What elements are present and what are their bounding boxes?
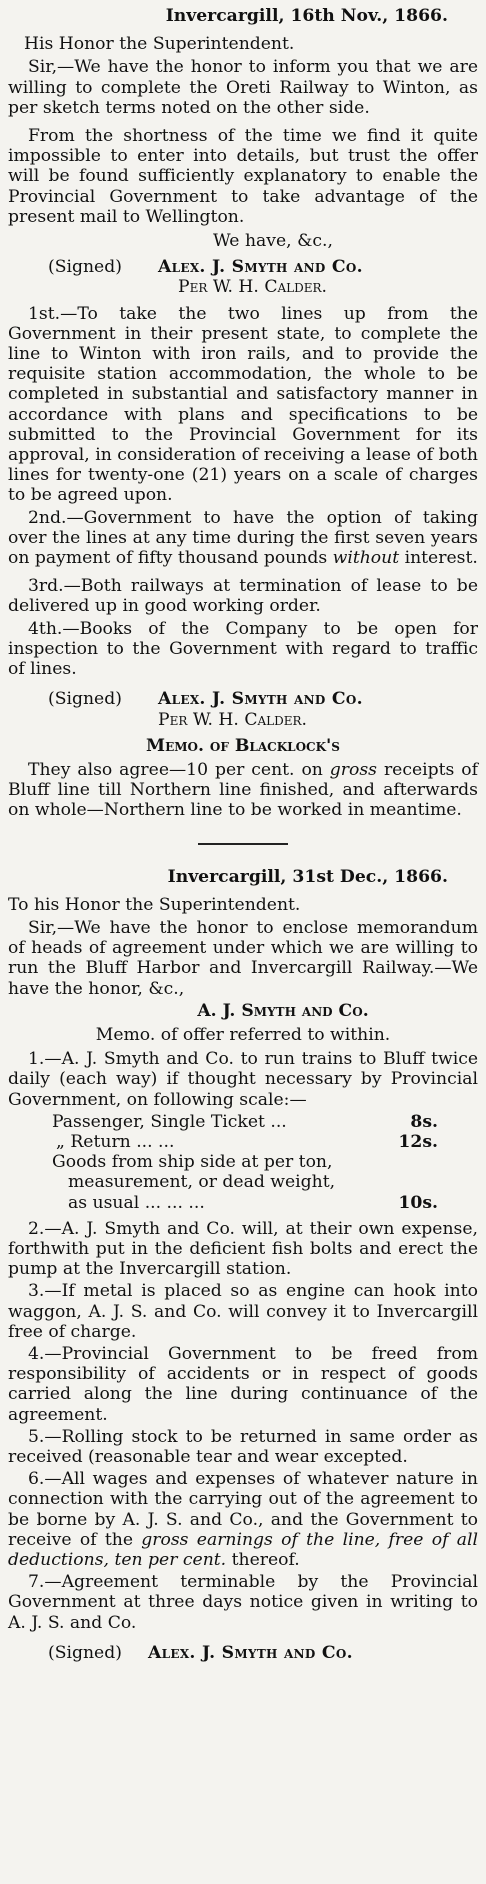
per-line-2: Per W. H. Calder.	[158, 709, 307, 730]
term-4: 4th.—Books of the Company to be open for inspection to the Government with regard to traffic of lines.	[8, 618, 478, 680]
dateline-2: Invercargill, 31st Dec., 1866.	[167, 866, 448, 887]
addressee-1: His Honor the Superintendent.	[24, 34, 295, 55]
signatory-name: Alex. J. Smyth and Co.	[158, 257, 363, 278]
item-6-emphasis: gross earnings of the line, free of all deductions, ten per cent.	[8, 1529, 478, 1571]
item-6-text-a: 6.—All wages and expenses of whatever nature in connection with the carrying out of the agreement to be borne by A. J. S. and Co., and the Government to receive of the	[8, 1469, 478, 1550]
goods-line-2: measurement, or dead weight,	[68, 1172, 336, 1193]
signed-label: (Signed)	[48, 257, 122, 278]
rate-amount: 12s.	[398, 1131, 438, 1152]
term-2-text: 2nd.—Government to have the option of taking over the lines at any time during the first seven years on payment of fifty thousand pounds without interest.	[8, 507, 478, 569]
signatory-name-2: Alex. J. Smyth and Co.	[158, 689, 363, 710]
memo-paragraph	[8, 760, 478, 821]
signature-block-2	[8, 689, 478, 709]
goods-line-3: as usual ... ... ...	[68, 1192, 205, 1213]
item-1: 1.—A. J. Smyth and Co. to run trains to Bluff twice daily (each way) if thought necessary by Provincial Government, on following scale:—	[8, 1049, 478, 1110]
signed-label-final: (Signed)	[48, 1642, 122, 1663]
term-1: 1st.—To take the two lines up from the Government in their present state, to complete the line to Winton with iron rails, and to provide the requisite station accommodation, the whole to be completed in substantial and satisfactory manner in accordance with plans and specifications to be submitted to the Provincial Government for its approval, in consideration of receiving a lease of both lines for twenty-one (21) years on a scale of charges to be agreed upon.	[8, 303, 478, 506]
item-2: 2.—A. J. Smyth and Co. will, at their own expense, forthwith put in the deficient fish bolts and erect the pump at the Invercargill station.	[8, 1218, 478, 1280]
item-6-text-b: thereof.	[226, 1550, 300, 1571]
goods-row	[8, 1193, 478, 1213]
memo-reference: Memo. of offer referred to within.	[95, 1024, 391, 1045]
item-7: 7.—Agreement terminable by the Provincial Government at three days notice given in writing to A. J. S. and Co.	[8, 1572, 478, 1633]
item-5: 5.—Rolling stock to be returned in same order as received (reasonable tear and wear excepted.	[8, 1426, 478, 1467]
term-2	[8, 508, 478, 569]
item-3: 3.—If metal is placed so as engine can hook into waggon, A. J. S. and Co. will convey it to Invercargill free of charge.	[8, 1281, 478, 1342]
letter2-signatory: A. J. Smyth and Co.	[197, 1000, 369, 1021]
term-3: 3rd.—Both railways at termination of lease to be delivered up in good working order.	[8, 576, 478, 617]
section-divider	[198, 843, 288, 845]
letter1-paragraph-2: From the shortness of the time we find it quite impossible to enter into details, but trust the offer will be found sufficiently explanatory to enable the Provincial Government to take advantage of the present mail to Wellington.	[8, 126, 478, 227]
letter1-closing: We have, &c.,	[213, 231, 333, 252]
signature-block-1	[8, 257, 478, 277]
memo-heading: Memo. of Blacklock's	[146, 735, 340, 756]
letter2-paragraph-1: Sir,—We have the honor to enclose memorandum of heads of agreement under which we are willing to run the Bluff Harbor and Invercargill Railway.—We have the honor, &c.,	[8, 917, 478, 999]
per-line: Per W. H. Calder.	[178, 277, 327, 298]
letter1-paragraph-1: Sir,—We have the honor to inform you that we are willing to complete the Oreti Railway to Winton, as per sketch terms noted on the other side.	[8, 57, 478, 118]
rate-amount: 8s.	[410, 1111, 438, 1132]
signature-block-final	[8, 1643, 478, 1663]
dateline-1: Invercargill, 16th Nov., 1866.	[165, 6, 448, 26]
rate-row-single	[8, 1112, 478, 1132]
signatory-name-final: Alex. J. Smyth and Co.	[148, 1642, 353, 1663]
signed-label-2: (Signed)	[48, 689, 122, 710]
goods-amount: 10s.	[398, 1192, 438, 1213]
goods-line-1: Goods from ship side at per ton,	[52, 1152, 333, 1173]
rate-row-return	[8, 1132, 478, 1152]
memo-text-gross: gross	[329, 759, 378, 780]
memo-text-a: They also agree—10 per cent. on	[28, 759, 330, 780]
addressee-2: To his Honor the Superintendent.	[8, 894, 301, 915]
item-4: 4.—Provincial Government to be freed from responsibility of accidents or in respect of goods carried along the line during continuance of the agreement.	[8, 1343, 478, 1425]
item-6	[8, 1469, 478, 1570]
rate-label: „ Return ... ...	[56, 1131, 175, 1152]
memo-text-b: receipts of Bluff line till Northern line finished, and afterwards on whole—Northern line to be worked in meantime.	[8, 759, 478, 821]
rate-label: Passenger, Single Ticket ...	[52, 1111, 287, 1132]
